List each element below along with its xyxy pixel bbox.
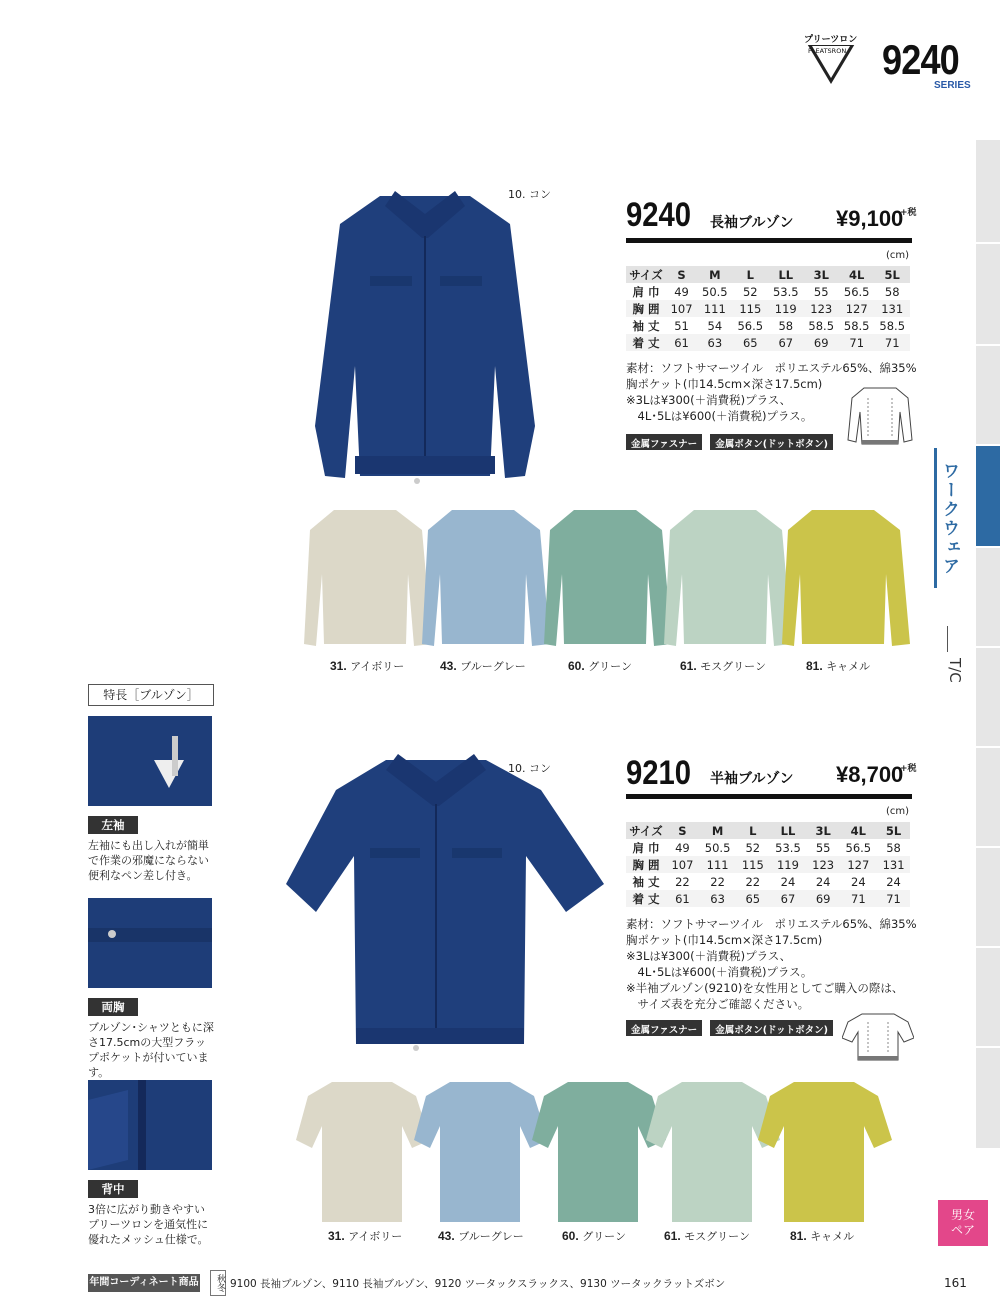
category-title: ワークウェア <box>939 462 959 576</box>
cell: 58.5 <box>879 318 906 333</box>
size-table <box>626 266 910 351</box>
product-name: 半袖ブルゾン <box>710 771 794 787</box>
header-cell: 3L <box>804 266 839 283</box>
cell: 50.5 <box>704 840 731 855</box>
cell: 131 <box>874 300 910 317</box>
row-label: 袖 丈 <box>632 874 660 889</box>
header-cell: S <box>666 266 697 283</box>
cell: 115 <box>736 856 769 873</box>
spec-line: 4L･5Lは¥600(＋消費税)プラス。 <box>626 409 813 423</box>
unit-label: (cm) <box>886 250 910 261</box>
side-tab[interactable] <box>976 244 1000 346</box>
spec-line: 胸ポケット(巾14.5cm×深さ17.5cm) <box>626 933 823 947</box>
product-price: ¥8,700 <box>836 762 904 787</box>
feature-photo-chest <box>88 898 212 988</box>
cell: 52 <box>745 840 761 855</box>
tag-metal-button: 金属ボタン(ドットボタン) <box>710 1020 833 1036</box>
cell: 131 <box>877 856 910 873</box>
cell: 24 <box>851 874 866 889</box>
cell: 22 <box>745 874 761 889</box>
color-name: モスグリーン <box>684 1230 750 1243</box>
header-cell: M <box>699 822 737 839</box>
cell: 119 <box>768 300 803 317</box>
unit-label: (cm) <box>886 806 910 817</box>
cell: 51 <box>674 318 689 333</box>
row-label: 肩 巾 <box>632 840 660 855</box>
cell: 71 <box>874 334 910 351</box>
header-cell: LL <box>768 266 803 283</box>
cell: 123 <box>807 856 840 873</box>
material-label: T/C <box>946 658 964 683</box>
cell: 61 <box>666 890 699 907</box>
cell: 71 <box>840 890 878 907</box>
tax-mark: +税 <box>900 764 917 774</box>
cell: 69 <box>807 890 840 907</box>
cell: 56.5 <box>845 840 872 855</box>
color-num: 31. <box>328 1229 345 1243</box>
feature-line: 優れたメッシュ仕様で。 <box>88 1233 209 1246</box>
tag-metal-zipper: 金属ファスナー <box>626 1020 702 1036</box>
cell: 53.5 <box>775 840 801 855</box>
color-label <box>440 658 526 674</box>
row-label: 胸 囲 <box>626 300 666 317</box>
cell: 24 <box>815 874 831 889</box>
color-num: 31. <box>330 659 347 673</box>
row-label: 胸 囲 <box>626 856 666 873</box>
side-tab[interactable] <box>976 548 1000 648</box>
size-table-header <box>626 822 910 839</box>
color-label <box>806 658 870 674</box>
color-num: 61. <box>664 1229 681 1243</box>
header-cell: 5L <box>877 822 910 839</box>
cell: 58.5 <box>808 318 835 333</box>
tag-metal-zipper: 金属ファスナー <box>626 434 702 450</box>
cell: 22 <box>710 874 725 889</box>
cell: 55 <box>813 284 829 299</box>
cell: 56.5 <box>737 318 764 333</box>
header-cell: 3L <box>807 822 840 839</box>
cell: 58 <box>884 284 900 299</box>
cell: 63 <box>699 890 737 907</box>
color-num: 60. <box>568 659 585 673</box>
feature-line: さ17.5cmの大型フラッ <box>88 1036 207 1049</box>
table-row <box>626 317 910 334</box>
table-row <box>626 890 910 907</box>
color-variant-row <box>304 504 914 658</box>
coordinate-badge: 年間コーディネート商品 <box>88 1274 200 1292</box>
cell: 54 <box>707 318 723 333</box>
header-cell: サイズ <box>626 822 666 839</box>
spec-line: 4L･5Lは¥600(＋消費税)プラス。 <box>626 965 813 979</box>
color-label <box>438 1228 524 1244</box>
gender-badge <box>938 1200 988 1246</box>
cell: 49 <box>675 840 690 855</box>
feature-label: 左袖 <box>88 816 138 834</box>
cell: 49 <box>674 284 689 299</box>
cell: 67 <box>768 334 803 351</box>
spec-line: 素材：ソフトサマーツイル ポリエステル65%、綿35% <box>626 917 917 931</box>
color-name: キャメル <box>826 660 871 673</box>
side-tab[interactable] <box>976 1048 1000 1150</box>
cell: 53.5 <box>772 284 799 299</box>
season-badge: 秋冬 <box>210 1270 226 1296</box>
cell: 111 <box>699 856 737 873</box>
color-name: グリーン <box>588 660 632 673</box>
cell: 52 <box>742 284 758 299</box>
spec-line: サイズ表を充分ご確認ください。 <box>626 997 810 1011</box>
spec-line: ※3Lは¥300(＋消費税)プラス、 <box>626 393 792 407</box>
feature-tags <box>626 432 833 451</box>
feature-text <box>88 838 224 883</box>
series-number: 9240 <box>882 36 959 83</box>
feature-line: プリーツロンを通気性に <box>88 1218 209 1231</box>
feature-line: 左袖にも出し入れが簡単 <box>88 839 209 852</box>
side-tab[interactable] <box>976 140 1000 244</box>
color-name: キャメル <box>810 1230 855 1243</box>
side-tab[interactable] <box>976 748 1000 848</box>
logo-sub: PLEATSRON <box>808 47 847 55</box>
color-name: ブルーグレー <box>460 660 526 673</box>
feature-line: ブルゾン･シャツともに深 <box>88 1021 214 1034</box>
cell: 58 <box>778 318 794 333</box>
table-row <box>626 283 910 300</box>
cell: 119 <box>769 856 807 873</box>
cell: 22 <box>675 874 690 889</box>
side-tab[interactable] <box>976 346 1000 446</box>
cell: 127 <box>840 856 878 873</box>
color-num: 43. <box>440 659 457 673</box>
spec-line: ※半袖ブルゾン(9210)を女性用としてご購入の際は、 <box>626 981 904 995</box>
header-cell: 5L <box>874 266 910 283</box>
color-name: ブルーグレー <box>458 1230 524 1243</box>
cell: 24 <box>780 874 796 889</box>
table-row <box>626 839 910 856</box>
side-tab[interactable] <box>976 948 1000 1048</box>
table-row <box>626 873 910 890</box>
cell: 115 <box>733 300 768 317</box>
color-name: グリーン <box>582 1230 626 1243</box>
divider <box>947 626 948 652</box>
row-label: 着 丈 <box>626 890 666 907</box>
tag-metal-button: 金属ボタン(ドットボタン) <box>710 434 833 450</box>
cell: 61 <box>666 334 697 351</box>
color-name: アイボリー <box>348 1230 403 1243</box>
table-row <box>626 300 910 317</box>
size-table-header <box>626 266 910 283</box>
color-num: 60. <box>562 1229 579 1243</box>
feature-text <box>88 1202 224 1247</box>
side-tab-workwear[interactable] <box>976 446 1000 548</box>
cell: 127 <box>839 300 874 317</box>
series-label: SERIES <box>934 80 971 91</box>
brand-logo <box>800 32 862 86</box>
color-label <box>680 658 766 674</box>
product-name: 長袖ブルゾン <box>710 215 794 231</box>
color-label <box>790 1228 854 1244</box>
cell: 65 <box>736 890 769 907</box>
cell: 67 <box>769 890 807 907</box>
gender-text: 男女ペア <box>950 1208 975 1237</box>
header-cell: L <box>736 822 769 839</box>
feature-line: で作業の邪魔にならない <box>88 854 209 867</box>
header-cell: L <box>733 266 768 283</box>
feature-photo-back <box>88 1080 212 1170</box>
feature-tags <box>626 1018 833 1037</box>
cell: 107 <box>666 856 699 873</box>
color-name: モスグリーン <box>700 660 766 673</box>
row-label: 肩 巾 <box>632 284 660 299</box>
color-num: 81. <box>806 659 823 673</box>
product-code: 9240 <box>626 196 692 234</box>
color-label <box>562 1228 626 1244</box>
cell: 63 <box>697 334 732 351</box>
tax-mark: +税 <box>900 208 917 218</box>
side-tab[interactable] <box>976 848 1000 948</box>
color-variant-row <box>296 1076 916 1230</box>
main-color-label: 10. コン <box>508 188 551 201</box>
header-cell: 4L <box>839 266 874 283</box>
cell: 50.5 <box>702 284 728 299</box>
cell: 58.5 <box>843 318 870 333</box>
feature-label: 両胸 <box>88 998 138 1016</box>
header-cell: 4L <box>840 822 878 839</box>
side-index-tabs <box>976 140 1000 1150</box>
features-heading: 特長［ブルゾン］ <box>88 684 214 706</box>
logo-text: プリーツロン <box>804 35 858 45</box>
feature-line: 便利なペン差し付き。 <box>88 869 198 882</box>
color-label <box>330 658 404 674</box>
cell: 55 <box>815 840 831 855</box>
spec-text <box>626 916 932 1012</box>
back-view-diagram <box>842 1010 914 1070</box>
cell: 58 <box>886 840 901 855</box>
main-jacket-photo <box>310 176 540 496</box>
cell: 107 <box>666 300 697 317</box>
spec-line: 胸ポケット(巾14.5cm×深さ17.5cm) <box>626 377 823 391</box>
cell: 71 <box>877 890 910 907</box>
main-color-label: 10. コン <box>508 762 551 775</box>
color-label <box>664 1228 750 1244</box>
feature-line: プポケットが付いています。 <box>88 1051 209 1079</box>
color-name: アイボリー <box>350 660 405 673</box>
feature-line: 3倍に広がり動きやすい <box>88 1203 205 1216</box>
header-cell: M <box>697 266 732 283</box>
header-cell: サイズ <box>626 266 666 283</box>
size-table <box>626 822 910 907</box>
title-rule <box>626 794 912 799</box>
row-label: 着 丈 <box>626 334 666 351</box>
cell: 24 <box>886 874 901 889</box>
header-cell: LL <box>769 822 807 839</box>
back-view-diagram <box>846 384 914 458</box>
color-num: 81. <box>790 1229 807 1243</box>
spec-line: 素材：ソフトサマーツイル ポリエステル65%、綿35% <box>626 361 917 375</box>
cell: 56.5 <box>843 284 870 299</box>
side-tab[interactable] <box>976 648 1000 748</box>
header-cell: S <box>666 822 699 839</box>
spec-line: ※3Lは¥300(＋消費税)プラス、 <box>626 949 792 963</box>
product-price: ¥9,100 <box>836 206 904 231</box>
title-rule <box>626 238 912 243</box>
coordinate-items: 9100 長袖ブルゾン、9110 長袖ブルゾン、9120 ツータックスラックス、9130 ツータックラットズボン <box>230 1278 726 1290</box>
page-number: 161 <box>944 1276 967 1290</box>
color-label <box>568 658 632 674</box>
feature-photo-left-sleeve <box>88 716 212 806</box>
cell: 111 <box>697 300 732 317</box>
product-code: 9210 <box>626 754 692 792</box>
color-num: 61. <box>680 659 697 673</box>
cell: 123 <box>804 300 839 317</box>
table-row <box>626 334 910 351</box>
row-label: 袖 丈 <box>632 318 660 333</box>
color-label <box>328 1228 402 1244</box>
color-num: 43. <box>438 1229 455 1243</box>
table-row <box>626 856 910 873</box>
cell: 71 <box>839 334 874 351</box>
main-shortsleeve-photo <box>286 744 616 1064</box>
cell: 65 <box>733 334 768 351</box>
feature-label: 背中 <box>88 1180 138 1198</box>
feature-text <box>88 1020 224 1080</box>
cell: 69 <box>804 334 839 351</box>
